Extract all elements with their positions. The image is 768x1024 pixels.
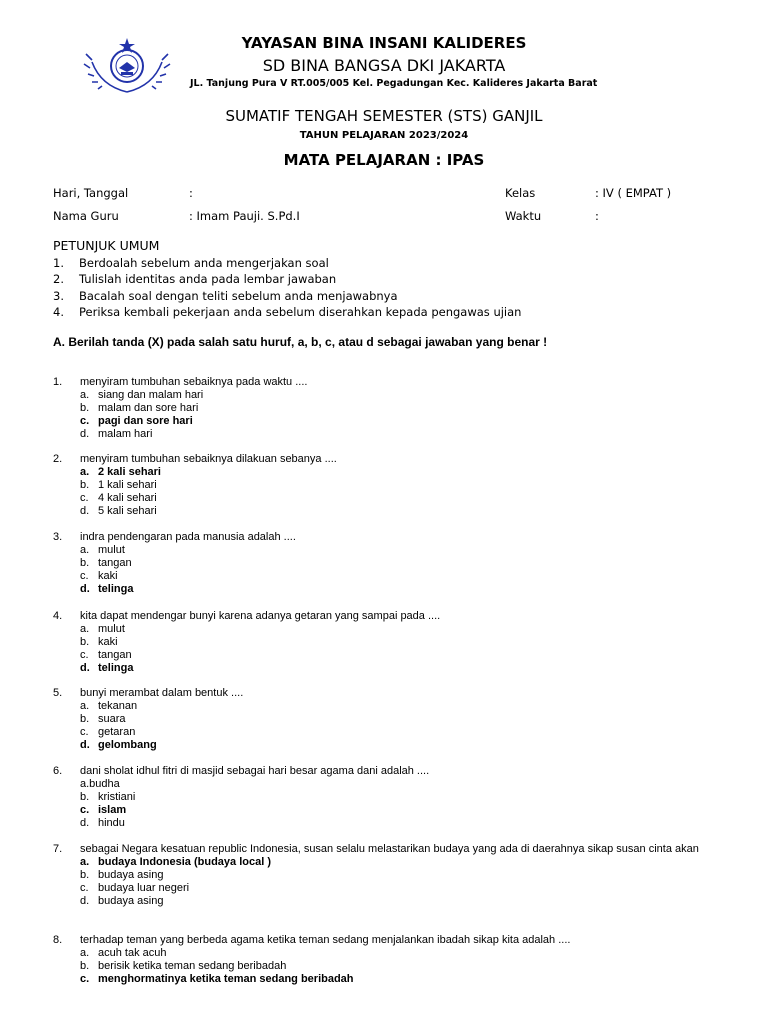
question-stem: indra pendengaran pada manusia adalah .... [80,531,296,543]
question-1: 1. menyiram tumbuhan sebaiknya pada waktu .... a. siang dan malam hari b. malam dan sore hari c. pagi dan sore hari d. malam hari [53,376,715,441]
option-c[interactable]: c. getaran [80,726,136,738]
waktu-colon: : [595,209,599,223]
petunjuk-item: 2. Tulislah identitas anda pada lembar jawaban [53,272,337,286]
option-d[interactable]: d. telinga [80,662,134,674]
question-stem: kita dapat mendengar bunyi karena adanya getaran yang sampai pada .... [80,610,441,622]
question-stem: menyiram tumbuhan sebaiknya pada waktu .... [80,376,308,388]
question-4: 4. kita dapat mendengar bunyi karena adanya getaran yang sampai pada .... a. mulut b. kaki c. tangan d. telinga [53,610,715,675]
question-stem: sebagai Negara kesatuan republic Indonesia, susan selalu melastarikan budaya yang ada di daerahnya sikap susan cinta akan [80,843,699,855]
question-6: 6. dani sholat idhul fitri di masjid sebagai hari besar agama dani adalah .... a.budha b. kristiani c. islam d. hindu [53,765,715,830]
option-b[interactable]: b. malam dan sore hari [80,402,199,414]
question-7: 7. sebagai Negara kesatuan republic Indonesia, susan selalu melastarikan budaya yang ada di daerahnya sikap susan cinta akan a. budaya Indonesia (budaya local ) b. budaya asing c. budaya luar negeri d. budaya asing [53,843,715,908]
option-c[interactable]: c. menghormatinya ketika teman sedang beribadah [80,973,354,985]
petunjuk-item: 4. Periksa kembali pekerjaan anda sebelum diserahkan kepada pengawas ujian [53,305,522,319]
question-3: 3. indra pendengaran pada manusia adalah .... a. mulut b. tangan c. kaki d. telinga [53,531,715,596]
option-d[interactable]: d. gelombang [80,739,157,751]
option-b[interactable]: b. berisik ketika teman sedang beribadah [80,960,287,972]
option-d[interactable]: d. 5 kali sehari [80,505,157,517]
question-stem: menyiram tumbuhan sebaiknya dilakuan sebanya .... [80,453,337,465]
option-b[interactable]: b. 1 kali sehari [80,479,157,491]
nama-guru-value: : Imam Pauji. S.Pd.I [189,209,300,223]
petunjuk-item: 1. Berdoalah sebelum anda mengerjakan soal [53,256,329,270]
option-b[interactable]: b. kaki [80,636,118,648]
option-c[interactable]: c. 4 kali sehari [80,492,157,504]
option-a[interactable]: a. budaya Indonesia (budaya local ) [80,856,271,868]
option-b[interactable]: b. tangan [80,557,132,569]
hari-tanggal-label: Hari, Tanggal [53,186,129,200]
option-a[interactable]: a. siang dan malam hari [80,389,204,401]
option-c[interactable]: c. pagi dan sore hari [80,415,193,427]
petunjuk-item: 3. Bacalah soal dengan teliti sebelum anda menjawabnya [53,289,398,303]
option-b[interactable]: b. budaya asing [80,869,164,881]
option-a[interactable]: a. mulut [80,544,125,556]
option-c[interactable]: c. budaya luar negeri [80,882,190,894]
option-a[interactable]: a. mulut [80,623,125,635]
question-2: 2. menyiram tumbuhan sebaiknya dilakuan sebanya .... a. 2 kali sehari b. 1 kali sehari c. 4 kali sehari d. 5 kali sehari [53,453,715,518]
kelas-value: : IV ( EMPAT ) [595,186,672,200]
foundation-name: YAYASAN BINA INSANI KALIDERES [241,34,527,52]
option-a[interactable]: a. 2 kali sehari [80,466,161,478]
subject-title: MATA PELAJARAN : IPAS [283,151,485,169]
option-a[interactable]: a. acuh tak acuh [80,947,167,959]
exam-title: SUMATIF TENGAH SEMESTER (STS) GANJIL [225,107,543,125]
hari-tanggal-colon: : [189,186,193,200]
question-5: 5. bunyi merambat dalam bentuk .... a. tekanan b. suara c. getaran d. gelombang [53,687,715,752]
question-stem: terhadap teman yang berbeda agama ketika teman sedang menjalankan ibadah sikap kita adalah .... [80,934,571,946]
option-d[interactable]: d. budaya asing [80,895,164,907]
option-d[interactable]: d. malam hari [80,428,153,440]
option-b[interactable]: b. suara [80,713,126,725]
option-d[interactable]: d. hindu [80,817,125,829]
option-d[interactable]: d. telinga [80,583,134,595]
option-c[interactable]: c. islam [80,804,127,816]
option-b[interactable]: b. kristiani [80,791,136,803]
academic-year: TAHUN PELAJARAN 2023/2024 [299,130,469,141]
question-8: 8. terhadap teman yang berbeda agama ketika teman sedang menjalankan ibadah sikap kita adalah .... a. acuh tak acuh b. berisik ketika teman sedang beribadah c. menghormatinya ketika teman sedang beribadah [53,934,715,986]
waktu-label: Waktu [505,209,542,223]
section-a-instruction: A. Berilah tanda (X) pada salah satu huruf, a, b, c, atau d sebagai jawaban yang benar ! [53,335,548,349]
option-a[interactable]: a.budha [80,778,120,790]
school-name: SD BINA BANGSA DKI JAKARTA [262,56,506,75]
question-stem: dani sholat idhul fitri di masjid sebagai hari besar agama dani adalah .... [80,765,430,777]
kelas-label: Kelas [505,186,536,200]
nama-guru-label: Nama Guru [53,209,119,223]
question-stem: bunyi merambat dalam bentuk .... [80,687,244,699]
petunjuk-title: PETUNJUK UMUM [53,238,160,253]
school-address: JL. Tanjung Pura V RT.005/005 Kel. Pegadungan Kec. Kalideres Jakarta Barat [190,78,598,89]
option-c[interactable]: c. kaki [80,570,118,582]
option-a[interactable]: a. tekanan [80,700,138,712]
option-c[interactable]: c. tangan [80,649,132,661]
